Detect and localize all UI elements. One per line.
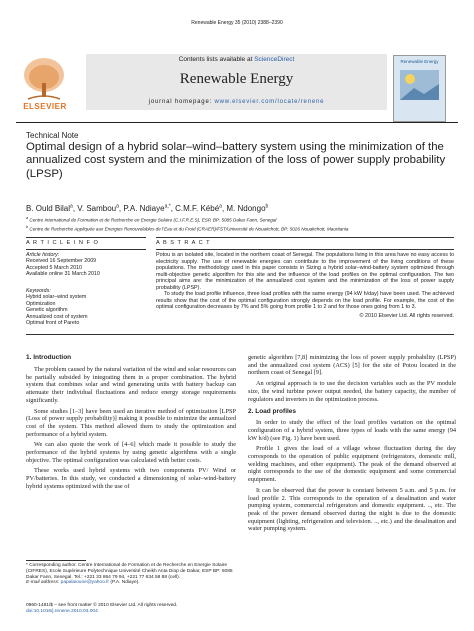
history-received: Received 16 September 2009: [26, 258, 97, 265]
abstract-top-rule: [156, 237, 454, 238]
homepage-prefix: journal homepage:: [148, 99, 213, 105]
right-paragraph: An original approach is to use the decision variables such as the PV module size, the wind turbine power output needed, the battery capacity, the number of regulators and inverters in the optimization process.: [248, 380, 456, 403]
issn-line: 0960-1481/$ – see front matter © 2010 Elsevier Ltd. All rights reserved.: [26, 603, 178, 608]
abstract-paragraph-2: To study the load profile influence, three load profiles with the same energy (94 kW h/day) have been used. The achieved results show that the cost of the optimal configuration strongly depends on the load profile. For example, the cost of the optimal configuration decreases by 7% and 5% going from profile 1 to 2 and for those ones going from 1 to 3.: [156, 291, 454, 311]
intro-paragraph: These works used hybrid systems with two components PV/ Wind or PV/batteries. In this study, we conducted a dimensioning of solar–wind-battery hybrid systems optimized with the use of: [26, 467, 236, 490]
introduction-heading: 1. Introduction: [26, 354, 72, 361]
cover-title: Renewable Energy: [400, 59, 439, 64]
article-type: Technical Note: [26, 131, 79, 140]
doi-link[interactable]: doi:10.1016/j.renene.2010.03.004: [26, 609, 98, 614]
masthead-rule: [16, 122, 458, 123]
journal-title: Renewable Energy: [179, 71, 294, 87]
affiliation-a: $^a$ Centre International de Formation et de Recherche en Energie Solaire (C.I.F.R.E.S), ESP, BP: 5085 Dakar Fann, Senegal: [26, 216, 277, 223]
abstract-heading: A B S T R A C T: [156, 240, 211, 246]
load-paragraph: It can be observed that the power is constant between 5 a.m. and 5 p.m. for load profile 2. This corresponds to the operation of a desalination and water pumping system, commercial refrigerators and domestic equipment. .., etc. The peak of the power demand observed during the night is due to the domestic equipment (lighting, refrigeration and television. .., etc.) and the desalination and water pumping system.: [248, 486, 456, 533]
footnote-rule: [26, 560, 86, 561]
right-column-body: [248, 354, 456, 403]
history-online: Available online 31 March 2010: [26, 271, 100, 278]
author-list: [26, 203, 268, 213]
homepage-line: [86, 99, 387, 105]
keyword: Optimization: [26, 300, 56, 307]
abstract-body: [156, 252, 454, 319]
introduction-body: [26, 366, 236, 491]
load-paragraph: In order to study the effect of the load profiles variation on the optimal configuration of a hybrid system, three types of loads with the same energy (94 kW h/d) (see Fig. 1) have been used.: [248, 419, 456, 442]
keyword: Annualized cost of system: [26, 313, 88, 320]
keyword: Genetic algorithm: [26, 307, 68, 314]
intro-paragraph: We can also quote the work of [4–6] which made it possible to study the performance of the hybrid systems by using genetic algorithms with a single objective. The optimal configuration was calculated with better costs.: [26, 441, 236, 464]
history-accepted: Accepted 5 March 2010: [26, 264, 82, 271]
article-history: [26, 252, 146, 278]
right-paragraph: genetic algorithm [7,8] minimizing the loss of power supply probability (LPSP) and the annualized cost system (ACS) [5] for the site of Potou located in the northern coast of Senegal [9].: [248, 354, 456, 377]
author[interactable]: C.M.F. Kébé$^a$,: [175, 203, 227, 213]
contents-prefix: Contents lists available at: [178, 56, 253, 63]
intro-paragraph: Some studies [1–3] have been used an iterative method of optimization [LPSP (Loss of power supply probability)] making it possible to minimize the annualized cost of the system. This method allowed them to study the optimization and performance of a hybrid system.: [26, 407, 236, 438]
corresponding-author-note: * Corresponding author. Centre International de Formation et de Recherche en Energie Solaire (CIFRES), Ecole Supérieure Polytechnique Université Cheikh Anta Diop de Dakar, ESP BP: 5085 Dakar Fann, Senegal. Tel.: +221 33 864 79 94, +221 77 634 58 88 (cell).: [26, 563, 233, 580]
abstract-bottom-rule: [26, 334, 454, 335]
load-paragraph: Profile 1 gives the load of a village whose fluctuation during the day corresponds to the operation of public equipment (refrigerators, domestic mill, welding machines, and other equipment). The peak of the demand observed at night corresponds to the use of the domestic equipment and some commercial equipment.: [248, 445, 456, 484]
intro-paragraph: The problem caused by the natural variation of the wind and solar resources can be partially subsided by integrating them in a proper combination. The hybrid system that combines solar and wind generating units with battery backup can attenuate their individual fluctuations and reduce energy storage requirements significantly.: [26, 366, 236, 404]
history-label: Article history:: [26, 252, 60, 258]
abstract-heading-rule: [156, 249, 454, 250]
journal-cover-thumbnail[interactable]: [393, 55, 446, 122]
author[interactable]: V. Sambou$^a$,: [77, 203, 124, 213]
article-title: Optimal design of a hybrid solar–wind–battery system using the minimization of the annualized cost system and the minimization of the loss of power supply probability (LPSP): [26, 141, 446, 180]
author[interactable]: P.A. Ndiaye$^{a,*}$,: [123, 203, 176, 213]
contents-line: [86, 56, 387, 63]
keyword: Hybrid solar–wind system: [26, 294, 87, 301]
homepage-url-link[interactable]: www.elsevier.com/locate/renene: [214, 99, 325, 105]
load-profiles-heading: 2. Load profiles: [248, 408, 297, 416]
sciencedirect-link[interactable]: ScienceDirect: [254, 56, 295, 63]
publisher-logo-text: ELSEVIER: [23, 102, 67, 111]
author[interactable]: M. Ndongo$^b$: [226, 203, 269, 213]
abstract-paragraph-1: Potou is an isolated site, located in the northern coast of Senegal. The populations living in this area have no easy access to electricity supply. The use of renewable energies can contribute to the improvement of the living conditions of these populations. The methodology used in this paper consists in Sizing a hybrid solar–wind-battery system optimized through multi-objective genetic algorithm for this site and the influence of the load profiles on the optimal configuration. The two principal aims are: the minimization of the annualized cost system and the minimization of the loss of power supply probability (LPSP).: [156, 252, 454, 291]
info-heading-rule: [26, 249, 146, 250]
email-line: E-mail address: papalaioune@yahoo.fr (P.A. Ndiaye).: [26, 580, 140, 586]
left-column: [26, 354, 236, 494]
keywords-block: [26, 288, 146, 326]
footnotes: [26, 563, 236, 586]
affiliation-b: $^b$ Centre de Recherche Appliquée aux Energies Renouvelables de l’Eau et du Froid (CRAER)/FST/Université de Nouakchott, BP: 5026 Nouakchott, Mauritania: [26, 224, 349, 232]
info-top-rule: [26, 237, 146, 238]
abstract-copyright: © 2010 Elsevier Ltd. All rights reserved.: [359, 312, 454, 319]
publication-info: [26, 603, 326, 615]
email-link[interactable]: papalaioune@yahoo.fr: [60, 580, 110, 586]
author[interactable]: B. Ould Bilal$^a$,: [26, 203, 78, 213]
keyword: Optimal front of Pareto: [26, 320, 80, 327]
keywords-label: Keywords:: [26, 288, 51, 294]
cover-art-icon: [394, 64, 445, 114]
journal-reference: Renewable Energy 35 (2010) 2388–2390: [191, 20, 283, 26]
load-profiles-body: [248, 419, 456, 533]
affiliations: [26, 215, 456, 232]
article-info-heading: A R T I C L E I N F O: [26, 240, 99, 246]
right-column: [248, 354, 456, 536]
